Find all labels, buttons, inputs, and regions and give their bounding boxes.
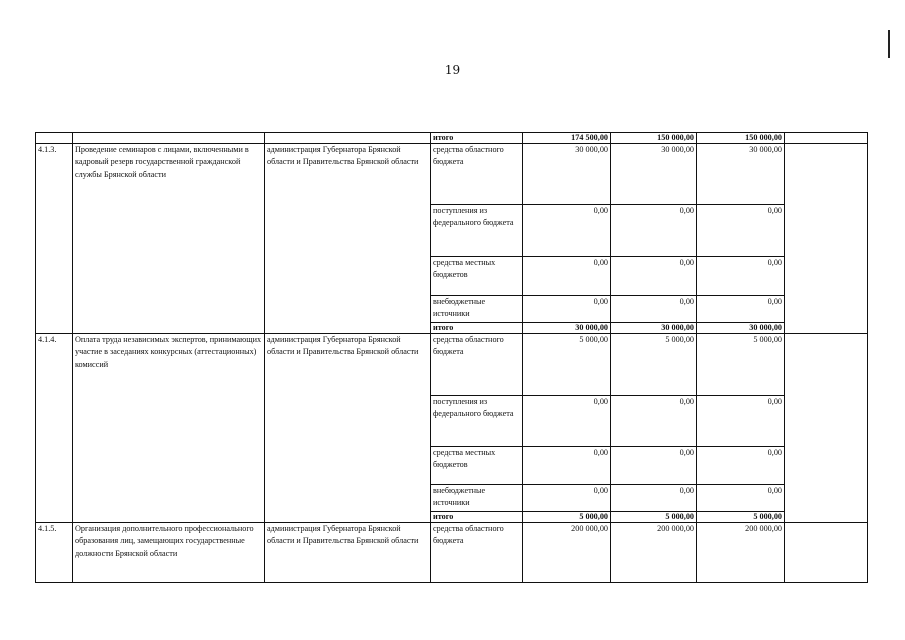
empty-cell (785, 133, 868, 144)
amount: 0,00 (523, 485, 611, 512)
total-label: итого (431, 512, 523, 523)
total-value: 5 000,00 (523, 512, 611, 523)
total-label: итого (431, 133, 523, 144)
source-label: средства местных бюджетов (431, 447, 523, 485)
amount: 5 000,00 (523, 334, 611, 396)
total-value: 5 000,00 (697, 512, 785, 523)
total-label: итого (431, 323, 523, 334)
amount: 0,00 (523, 296, 611, 323)
empty-cell (265, 133, 431, 144)
empty-cell (36, 133, 73, 144)
activity-executor: администрация Губернатора Брянской области и Правительства Брянской области (265, 334, 431, 523)
total-value: 30 000,00 (697, 323, 785, 334)
page-number: 19 (444, 63, 461, 77)
amount: 0,00 (697, 205, 785, 257)
amount: 0,00 (697, 396, 785, 447)
empty-cell (785, 334, 868, 523)
total-value: 150 000,00 (697, 133, 785, 144)
total-value: 30 000,00 (611, 323, 697, 334)
empty-cell (73, 133, 265, 144)
amount: 0,00 (697, 257, 785, 296)
empty-cell (785, 523, 868, 583)
total-value: 30 000,00 (523, 323, 611, 334)
amount: 200 000,00 (697, 523, 785, 583)
activity-id: 4.1.4. (36, 334, 73, 523)
amount: 0,00 (611, 447, 697, 485)
amount: 200 000,00 (523, 523, 611, 583)
amount: 0,00 (697, 296, 785, 323)
activity-name: Оплата труда независимых экспертов, принимающих участие в заседаниях конкурсных (аттестационных) комиссий (73, 334, 265, 523)
source-label: поступления из федерального бюджета (431, 205, 523, 257)
source-label: поступления из федерального бюджета (431, 396, 523, 447)
source-label: средства областного бюджета (431, 144, 523, 205)
activity-executor: администрация Губернатора Брянской области и Правительства Брянской области (265, 523, 431, 583)
amount: 0,00 (523, 447, 611, 485)
amount: 200 000,00 (611, 523, 697, 583)
amount: 30 000,00 (697, 144, 785, 205)
amount: 5 000,00 (697, 334, 785, 396)
amount: 0,00 (523, 396, 611, 447)
amount: 0,00 (523, 205, 611, 257)
activity-id: 4.1.5. (36, 523, 73, 583)
empty-cell (785, 144, 868, 334)
amount: 30 000,00 (611, 144, 697, 205)
activity-executor: администрация Губернатора Брянской области и Правительства Брянской области (265, 144, 431, 334)
table-row (36, 334, 868, 396)
total-value: 174 500,00 (523, 133, 611, 144)
amount: 30 000,00 (523, 144, 611, 205)
table-row-top-total (36, 133, 868, 144)
amount: 0,00 (611, 296, 697, 323)
table-row (36, 523, 868, 583)
amount: 0,00 (697, 447, 785, 485)
source-label: средства областного бюджета (431, 523, 523, 583)
source-label: средства областного бюджета (431, 334, 523, 396)
total-value: 150 000,00 (611, 133, 697, 144)
amount: 0,00 (611, 396, 697, 447)
activity-name: Проведение семинаров с лицами, включенными в кадровый резерв государственной гражданской службы Брянской области (73, 144, 265, 334)
table-row (36, 144, 868, 205)
amount: 0,00 (611, 485, 697, 512)
activity-name: Организация дополнительного профессионального образования лиц, замещающих государственные должности Брянской области (73, 523, 265, 583)
budget-table (35, 132, 868, 583)
source-label: средства местных бюджетов (431, 257, 523, 296)
scan-edge-mark (888, 30, 890, 58)
amount: 0,00 (611, 257, 697, 296)
source-label: внебюджетные источники (431, 296, 523, 323)
total-value: 5 000,00 (611, 512, 697, 523)
amount: 5 000,00 (611, 334, 697, 396)
amount: 0,00 (611, 205, 697, 257)
amount: 0,00 (697, 485, 785, 512)
amount: 0,00 (523, 257, 611, 296)
source-label: внебюджетные источники (431, 485, 523, 512)
activity-id: 4.1.3. (36, 144, 73, 334)
